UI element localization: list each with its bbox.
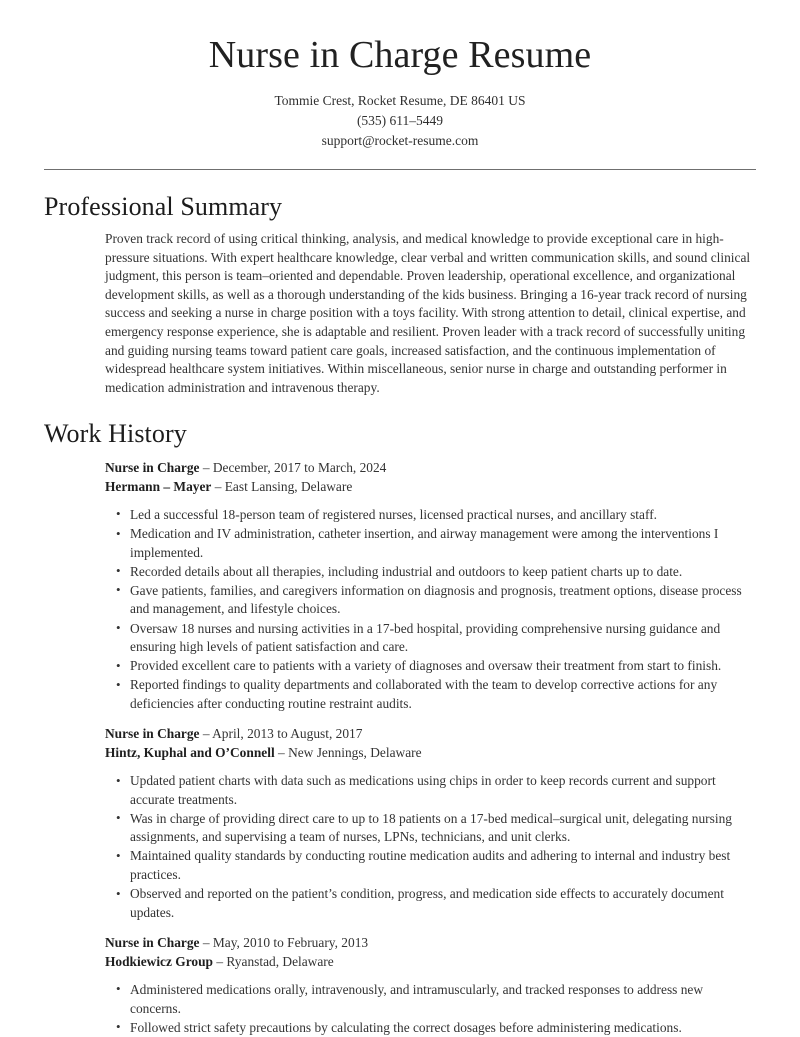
- job-bullet: • Administered medications orally, intravenously, and intramuscularly, and tracked responses to address new concerns.: [105, 981, 756, 1018]
- job-bullet: • Updated patient charts with data such as medications using chips in order to keep records current and support accurate treatments.: [105, 772, 756, 809]
- job-title: Nurse in Charge: [105, 935, 200, 951]
- job-title: Nurse in Charge: [105, 726, 200, 742]
- work-history-body: [44, 459, 756, 1037]
- job-bullet: • Gave patients, families, and caregivers information on diagnosis and prognosis, treatment options, disease process and management, and lifestyle choices.: [105, 582, 756, 619]
- job-bullet: • Provided excellent care to patients with a variety of diagnoses and oversaw their treatment from start to finish.: [105, 657, 756, 676]
- section-professional-summary: [44, 191, 756, 397]
- job-bullet-list: [105, 981, 756, 1037]
- job-company-separator: –: [211, 479, 225, 495]
- job-dates: December, 2017 to March, 2024: [212, 460, 387, 476]
- job-bullet: • Recorded details about all therapies, including industrial and outdoors to keep patient charts up to date.: [105, 563, 756, 582]
- job-dates: April, 2013 to August, 2017: [212, 726, 363, 742]
- job-location: New Jennings, Delaware: [288, 745, 422, 761]
- contact-address: Tommie Crest, Rocket Resume, DE 86401 US: [274, 93, 526, 108]
- job-title-line: [105, 934, 756, 953]
- job-company-separator: –: [274, 745, 289, 761]
- contact-phone: (535) 611–5449: [356, 113, 444, 128]
- job-title-line: [105, 725, 756, 744]
- job-company: Hodkiewicz Group: [105, 954, 214, 970]
- job-title-separator: –: [199, 935, 213, 951]
- job-bullet: • Was in charge of providing direct care to up to 18 patients on a 17-bed medical–surgical unit, delegating nursing assignments, and supervising a team of nurses, LPNs, technicians, and unit clerks.: [105, 810, 756, 847]
- professional-summary-body: [44, 230, 756, 397]
- work-history-entry: [105, 725, 756, 922]
- job-bullet-list: [105, 772, 756, 922]
- job-bullet: • Maintained quality standards by conducting routine medication audits and adhering to internal and industry best practices.: [105, 847, 756, 884]
- job-location: Ryanstad, Delaware: [226, 954, 334, 970]
- job-bullet: • Observed and reported on the patient’s condition, progress, and medication side effects to accurately document updates.: [105, 885, 756, 922]
- contact-email: support@rocket-resume.com: [321, 133, 479, 148]
- job-bullet: • Medication and IV administration, catheter insertion, and airway management were among the interventions I implemented.: [105, 525, 756, 562]
- header-divider: [44, 169, 756, 170]
- section-work-history: [44, 418, 756, 1037]
- job-bullet-list: [105, 506, 756, 714]
- job-title-line: [105, 459, 756, 478]
- job-company: Hermann – Mayer: [105, 479, 212, 495]
- contact-block: [44, 91, 756, 151]
- job-company-line: [105, 953, 756, 972]
- job-company-line: [105, 744, 756, 763]
- job-bullet: • Led a successful 18-person team of registered nurses, licensed practical nurses, and ancillary staff.: [105, 506, 756, 525]
- job-bullet: • Followed strict safety precautions by calculating the correct dosages before administering medications.: [105, 1019, 756, 1037]
- job-location: East Lansing, Delaware: [224, 479, 353, 495]
- professional-summary-text: Proven track record of using critical thinking, analysis, and medical knowledge to provide exceptional care in high-pressure situations. With expert healthcare knowledge, clear verbal and written communication skills, and sound clinical judgment, this person is team–oriented and dependable. Proven leadership, operational excellence, and organizational development skills, as well as a thorough understanding of the kids business. Bringing a 16-year track record of nursing success and seeking a nurse in charge position with a toys facility. With strong attention to detail, clinical expertise, and emergency response experience, she is adaptable and resilient. Proven leader with a track record of successfully uniting and guiding nursing teams toward patient care goals, increased satisfaction, and the continuous implementation of widespread healthcare system initiatives. Within miscellaneous, senior nurse in charge and outstanding performer in medication administration and intravenous therapy.: [105, 231, 751, 395]
- section-heading-work-history: Work History: [44, 419, 187, 449]
- resume-title: Nurse in Charge Resume: [208, 34, 592, 76]
- job-dates: May, 2010 to February, 2013: [212, 935, 369, 951]
- job-company-line: [105, 478, 756, 497]
- job-company: Hintz, Kuphal and O’Connell: [105, 745, 275, 761]
- job-bullet: • Reported findings to quality departments and collaborated with the team to develop corrective actions for any deficiencies after conducting routine restraint audits.: [105, 676, 756, 713]
- work-history-entry: [105, 934, 756, 1037]
- work-history-entry: [105, 459, 756, 713]
- job-title: Nurse in Charge: [105, 460, 200, 476]
- job-title-separator: –: [199, 726, 213, 742]
- job-bullet: • Oversaw 18 nurses and nursing activities in a 17-bed hospital, providing comprehensive nursing guidance and ensuring high levels of patient satisfaction and care.: [105, 620, 756, 657]
- job-company-separator: –: [213, 954, 227, 970]
- job-title-separator: –: [199, 460, 213, 476]
- section-heading-professional-summary: Professional Summary: [44, 192, 283, 221]
